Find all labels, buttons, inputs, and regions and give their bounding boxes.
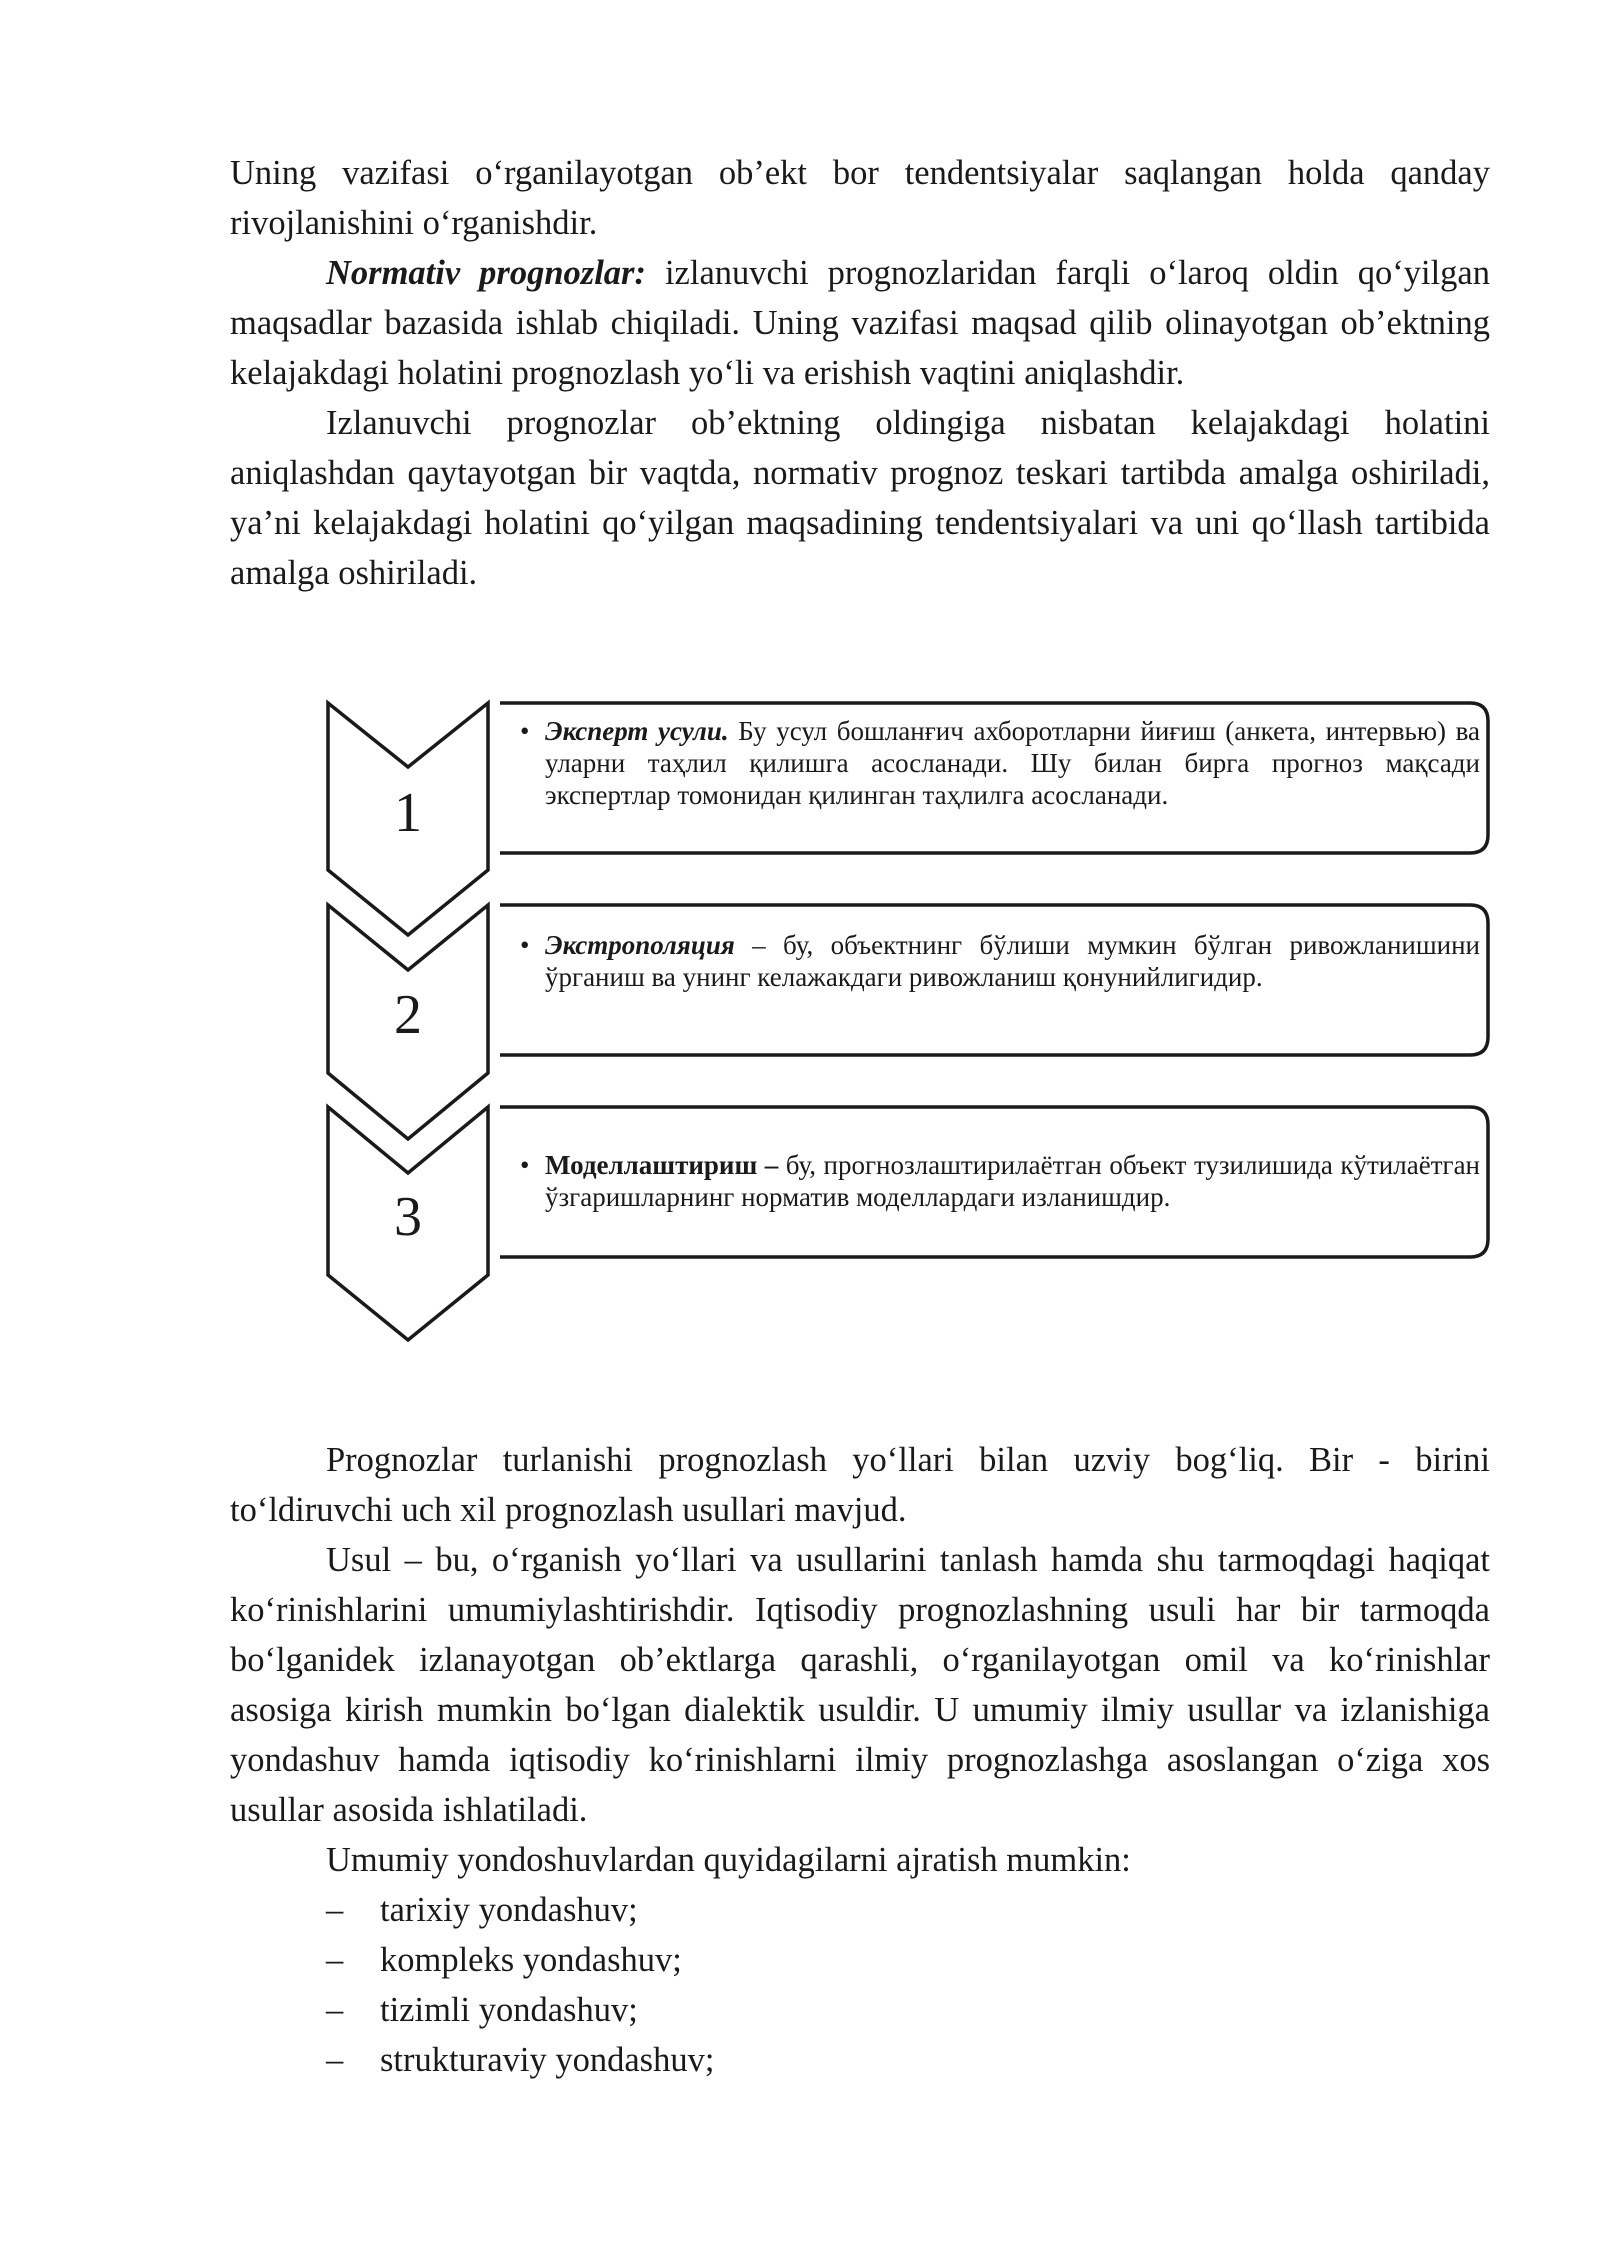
methods-diagram xyxy=(320,695,1500,1365)
paragraph-normativ-text: izlanuvchi prognozlaridan farqli o‘laroq oldin qo‘yilgan maqsadlar bazasida ishlab chiqiladi. Uning vazifasi maqsad qilib olinayotgan ob’ektning kelajakdagi holatini prognozlash yo‘li va erishish vaqtini aniqlashdir. xyxy=(230,254,1490,392)
list-item xyxy=(230,1935,1430,1985)
paragraph-intro: Uning vazifasi o‘rganilayotgan ob’ekt bor tendentsiyalar saqlangan holda qanday rivojlanishini o‘rganishdir. xyxy=(230,154,1490,242)
list-item-text: tizimli yondashuv; xyxy=(380,1991,638,2029)
paragraph-normativ xyxy=(230,248,1490,398)
card-1-lead: Эксперт усули. xyxy=(545,716,729,746)
step-number-1: 1 xyxy=(394,782,422,844)
card-1-body: Бу усул бошланғич ахборотларни йиғиш (анкета, интервью) ва уларни таҳлил қилишга асосланади. Шу билан бирга прогноз мақсади экспертлар томонидан қилинган таҳлилга асосланади. xyxy=(545,716,1480,810)
list-dash: – xyxy=(326,1891,344,1929)
list-item xyxy=(230,1885,1430,1935)
card-1 xyxy=(500,703,1490,861)
card-3 xyxy=(500,1107,1490,1265)
card-1-bullet: • xyxy=(520,716,530,746)
list-dash: – xyxy=(326,2041,344,2079)
term-normativ-prognozlar: Normativ prognozlar: xyxy=(326,254,646,292)
list-dash: – xyxy=(326,1941,344,1979)
top-text-block xyxy=(230,148,1490,598)
paragraph-umumiy: Umumiy yondoshuvlardan quyidagilarni ajratish mumkin: xyxy=(326,1841,1131,1879)
list-item-text: tarixiy yondashuv; xyxy=(380,1891,638,1929)
card-2-body: – бу, объектнинг бўлиши мумкин бўлган ривожланишини ўрганиш ва унинг келажакдаги ривожланиш қонунийлигидир. xyxy=(545,930,1480,992)
card-3-text xyxy=(520,1149,1480,1213)
card-2-bullet: • xyxy=(520,930,530,960)
paragraph-turlanishi: Prognozlar turlanishi prognozlash yo‘llari bilan uzviy bog‘liq. Bir - birini to‘ldiruvchi uch xil prognozlash usullari mavjud. xyxy=(230,1441,1490,1529)
card-3-bullet: • xyxy=(520,1150,530,1180)
list-item xyxy=(230,1985,1430,2035)
approaches-list xyxy=(230,1885,1430,2085)
step-number-2: 2 xyxy=(394,984,422,1046)
list-item-text: kompleks yondashuv; xyxy=(380,1941,682,1979)
card-3-body: бу, прогнозлаштирилаётган объект тузилишида кўтилаётган ўзгаришларнинг норматив моделлардаги изланишдир. xyxy=(545,1150,1480,1212)
bottom-text-block xyxy=(230,1435,1490,1885)
card-2 xyxy=(500,905,1490,1063)
list-item-text: strukturaviy yondashuv; xyxy=(380,2041,715,2079)
list-item xyxy=(230,2035,1430,2085)
card-3-lead: Моделлаштириш – xyxy=(545,1150,779,1180)
list-dash: – xyxy=(326,1991,344,2029)
paragraph-izlanuvchi: Izlanuvchi prognozlar ob’ektning oldingiga nisbatan kelajakdagi holatini aniqlashdan qaytayotgan bir vaqtda, normativ prognoz teskari tartibda amalga oshiriladi, ya’ni kelajakdagi holatini qo‘yilgan maqsadining tendentsiyalari va uni qo‘llash tartibida amalga oshiriladi. xyxy=(230,404,1490,592)
step-number-3: 3 xyxy=(394,1186,422,1248)
card-2-text xyxy=(520,929,1480,993)
card-1-text xyxy=(520,715,1480,811)
card-2-lead: Экстрополяция xyxy=(545,930,735,960)
paragraph-usul: Usul – bu, o‘rganish yo‘llari va usullarini tanlash hamda shu tarmoqdagi haqiqat ko‘rinishlarini umumiylashtirishdir. Iqtisodiy prognozlashning usuli har bir tarmoqda bo‘lganidek izlanayotgan ob’ektlarga qarashli, o‘rganilayotgan omil va ko‘rinishlar asosiga kirish mumkin bo‘lgan dialektik usuldir. U umumiy ilmiy usullar va izlanishiga yondashuv hamda iqtisodiy ko‘rinishlarni ilmiy prognozlashga asoslangan o‘ziga xos usullar asosida ishlatiladi. xyxy=(230,1541,1490,1829)
